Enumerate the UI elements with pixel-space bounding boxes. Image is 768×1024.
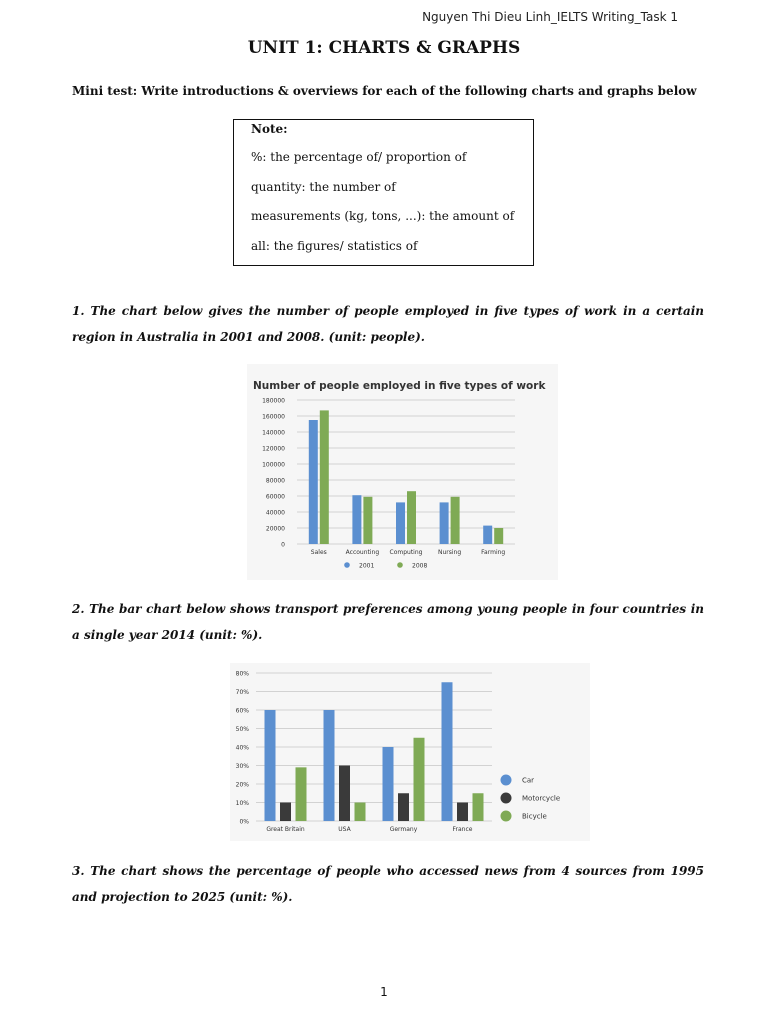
y-tick-label: 60000	[265, 493, 285, 501]
y-tick-label: 30%	[235, 763, 249, 770]
bar	[355, 803, 366, 822]
x-tick-label: Accounting	[345, 549, 380, 556]
chart-title: Number of people employed in five types of work	[253, 380, 546, 392]
bar	[457, 803, 468, 822]
bar	[363, 497, 372, 544]
bar	[440, 502, 449, 544]
y-tick-label: 160000	[262, 413, 285, 421]
x-tick-label: Germany	[389, 826, 418, 833]
bar	[398, 793, 409, 821]
transport-bar-chart	[230, 663, 590, 841]
x-tick-label: Farming	[481, 549, 506, 556]
note-line: quantity: the number of	[251, 180, 396, 194]
chart-transport	[230, 663, 590, 841]
legend-label: Motorcycle	[522, 794, 561, 803]
bar	[483, 526, 492, 544]
legend-marker	[501, 775, 512, 786]
y-tick-label: 40%	[235, 744, 249, 752]
bar	[339, 766, 350, 822]
note-box	[233, 119, 534, 266]
legend-marker	[501, 793, 512, 804]
bar	[494, 528, 503, 544]
x-tick-label: USA	[338, 826, 351, 833]
bar	[407, 491, 416, 544]
y-tick-label: 120000	[262, 445, 285, 453]
note-heading: Note:	[251, 122, 288, 136]
legend-label: 2008	[412, 562, 428, 570]
y-tick-label: 10%	[235, 800, 249, 807]
note-line: all: the figures/ statistics of	[251, 239, 418, 253]
legend-label: Bicycle	[522, 812, 547, 821]
y-tick-label: 0	[281, 541, 285, 549]
page-title: UNIT 1: CHARTS & GRAPHS	[247, 38, 521, 58]
bar	[451, 497, 460, 544]
y-tick-label: 40000	[265, 509, 285, 517]
question-2: 2. The bar chart below shows transport preferences among young people in four countries in a single year 2014 (unit: %).	[72, 602, 704, 642]
bar	[383, 747, 394, 821]
x-tick-label: Computing	[389, 549, 423, 556]
bar	[280, 803, 291, 822]
page-header: Nguyen Thi Dieu Linh_IELTS Writing_Task 1	[422, 10, 678, 24]
y-tick-label: 60%	[235, 707, 249, 715]
legend-label: Car	[522, 776, 535, 785]
bar	[473, 793, 484, 821]
question-3: 3. The chart shows the percentage of people who accessed news from 4 sources from 1995 and projection to 2025 (unit: %).	[72, 864, 704, 904]
employment-bar-chart	[247, 364, 558, 580]
y-tick-label: 100000	[262, 461, 285, 469]
y-tick-label: 70%	[235, 689, 249, 696]
chart-employment	[247, 364, 558, 580]
y-tick-label: 20000	[265, 525, 285, 533]
x-tick-label: Sales	[310, 549, 327, 556]
x-tick-label: Great Britain	[266, 826, 305, 833]
bar	[324, 710, 335, 821]
bar	[265, 710, 276, 821]
y-tick-label: 140000	[262, 429, 285, 437]
y-tick-label: 180000	[262, 397, 285, 405]
y-tick-label: 50%	[235, 726, 249, 733]
legend-marker	[344, 562, 350, 568]
bar	[414, 738, 425, 821]
y-tick-label: 80%	[235, 670, 249, 678]
bar	[352, 495, 361, 544]
bar	[320, 410, 329, 544]
bar	[309, 420, 318, 544]
bar	[396, 502, 405, 544]
mini-test-instruction: Mini test: Write introductions & overviews for each of the following charts and graphs below	[72, 84, 697, 98]
page-number: 1	[380, 985, 388, 999]
legend-label: 2001	[359, 562, 375, 570]
x-tick-label: France	[452, 826, 473, 833]
note-line: %: the percentage of/ proportion of	[251, 150, 467, 164]
x-tick-label: Nursing	[438, 549, 462, 556]
legend-marker	[501, 811, 512, 822]
y-tick-label: 80000	[265, 477, 285, 485]
question-1: 1. The chart below gives the number of people employed in five types of work in a certain region in Australia in 2001 and 2008. (unit: people).	[72, 304, 704, 344]
bar	[296, 767, 307, 821]
y-tick-label: 0%	[239, 818, 249, 826]
y-tick-label: 20%	[235, 781, 249, 789]
note-line: measurements (kg, tons, ...): the amount of	[251, 209, 515, 223]
bar	[442, 682, 453, 821]
legend-marker	[397, 562, 403, 568]
